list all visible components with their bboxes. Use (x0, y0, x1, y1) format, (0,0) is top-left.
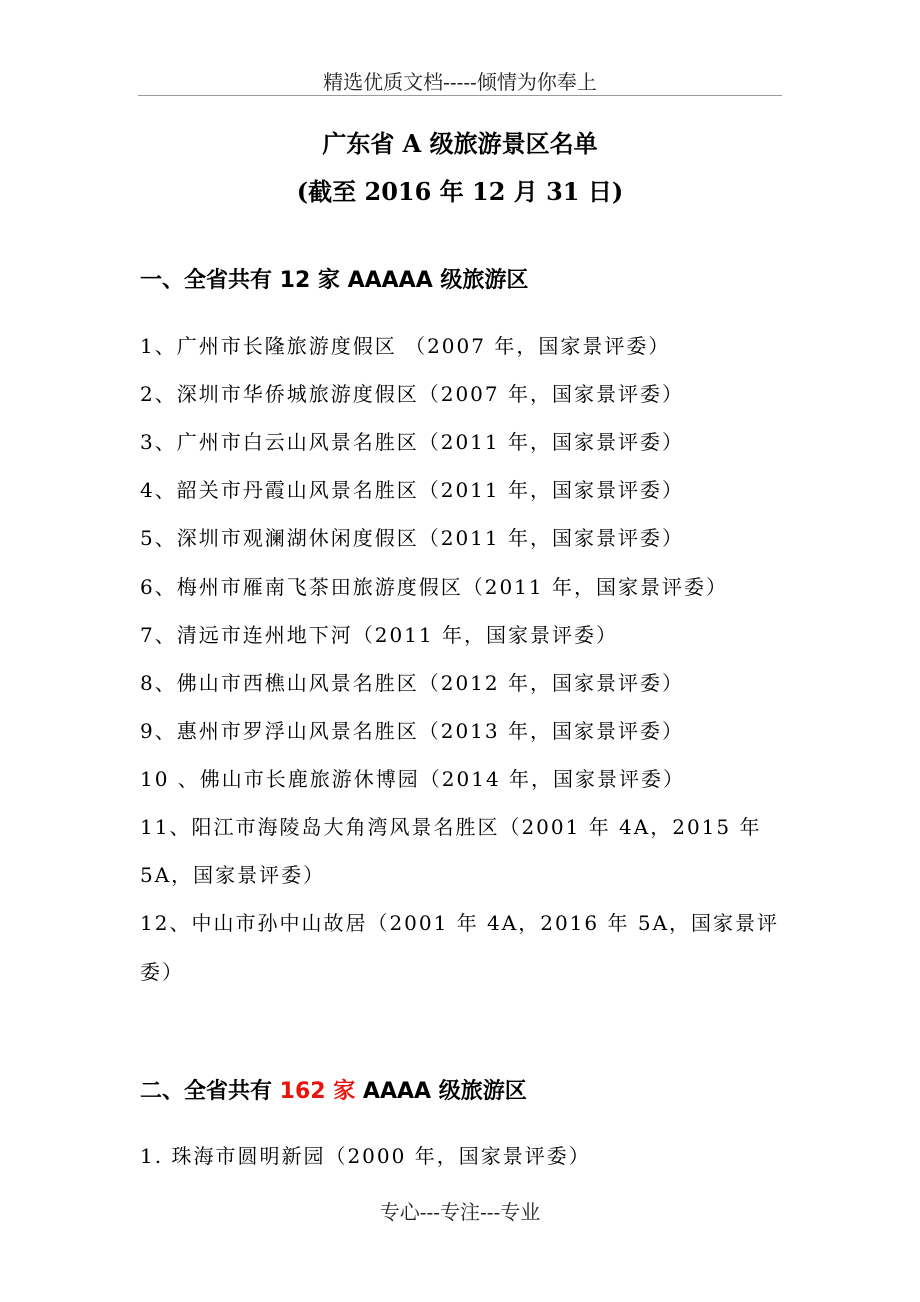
list-item: 5、深圳市观澜湖休闲度假区（2011 年，国家景评委） (140, 526, 684, 550)
section-heading-4a (140, 1074, 527, 1105)
list-item: 3、广州市白云山风景名胜区（2011 年，国家景评委） (140, 430, 684, 454)
section-heading-count: 162 家 (279, 1079, 356, 1104)
list-item-continuation: 委） (140, 960, 184, 984)
list-item: 11、阳江市海陵岛大角湾风景名胜区（2001 年 4A，2015 年 (140, 815, 762, 839)
header-rule (138, 95, 782, 96)
page-footer: 专心---专注---专业 (379, 1200, 541, 1224)
list-item: 4、韶关市丹霞山风景名胜区（2011 年，国家景评委） (140, 478, 684, 502)
list-item: 10 、佛山市长鹿旅游休博园（2014 年，国家景评委） (140, 767, 686, 791)
section-heading-suffix: AAAA 级旅游区 (355, 1079, 527, 1104)
list-item: 6、梅州市雁南飞茶田旅游度假区（2011 年，国家景评委） (140, 575, 728, 599)
document-subtitle: (截至 2016 年 12 月 31 日) (296, 177, 624, 206)
list-item: 1、广州市长隆旅游度假区 （2007 年，国家景评委） (140, 334, 671, 358)
list-item-continuation: 5A，国家景评委） (140, 863, 326, 887)
list-item: 9、惠州市罗浮山风景名胜区（2013 年，国家景评委） (140, 719, 684, 743)
section-heading-5a: 一、全省共有 12 家 AAAAA 级旅游区 (140, 268, 529, 293)
list-item: 8、佛山市西樵山风景名胜区（2012 年，国家景评委） (140, 671, 684, 695)
page-header: 精选优质文档-----倾情为你奉上 (323, 70, 597, 94)
document-title: 广东省 A 级旅游景区名单 (322, 129, 598, 158)
list-item: 2、深圳市华侨城旅游度假区（2007 年，国家景评委） (140, 382, 684, 406)
section-heading-prefix: 二、全省共有 (140, 1079, 280, 1104)
list-item: 1. 珠海市圆明新园（2000 年，国家景评委） (140, 1144, 591, 1168)
list-item: 12、中山市孙中山故居（2001 年 4A，2016 年 5A，国家景评 (140, 911, 780, 935)
list-item: 7、清远市连州地下河（2011 年，国家景评委） (140, 623, 618, 647)
